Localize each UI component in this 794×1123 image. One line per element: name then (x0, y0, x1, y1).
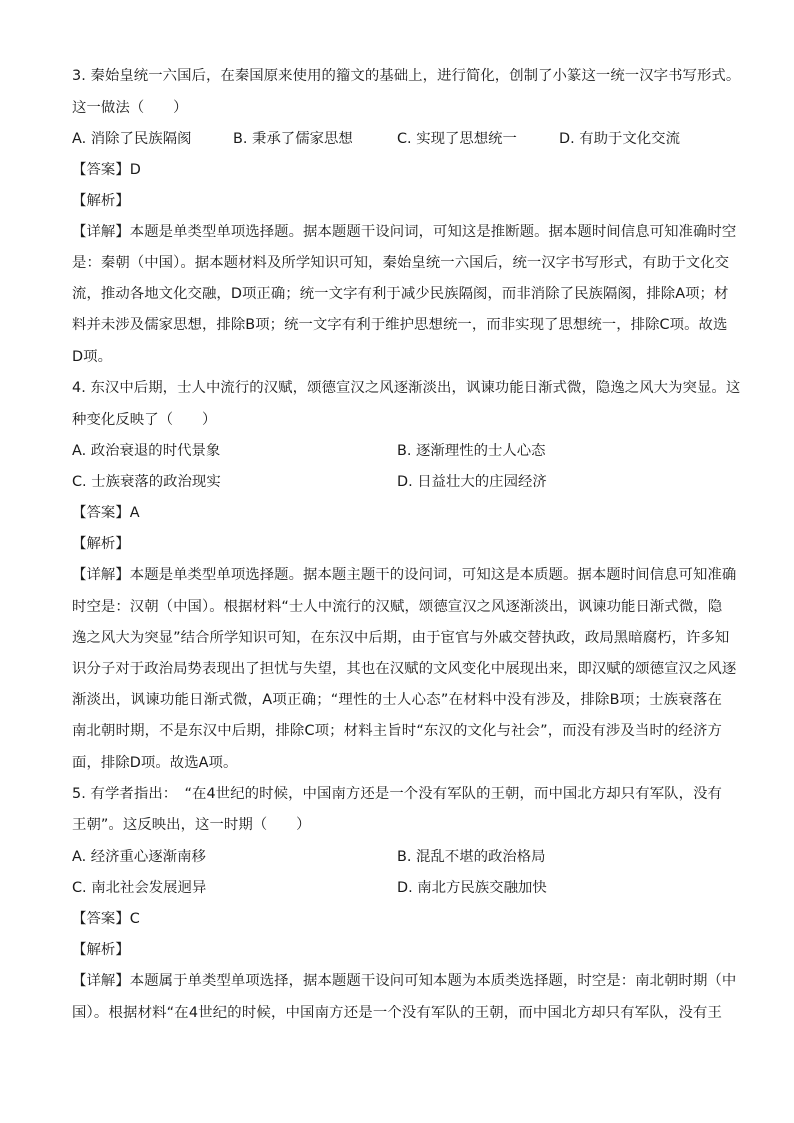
q3-option-b: B. 秉承了儒家思想 (233, 131, 353, 147)
q5-detail-line-2: 国）。根据材料“在4世纪的时候，中国南方还是一个没有军队的王朝，而中国北方却只有军队，没有王 (72, 1005, 722, 1021)
q5-option-d: D. 南北方民族交融加快 (397, 880, 547, 896)
q3-detail-line-4: 料并未涉及儒家思想，排除B项；统一文字有利于维护思想统一，而非实现了思想统一，排除C项。故选 (72, 317, 728, 333)
q3-detail-line-2: 是：秦朝（中国）。据本题材料及所学知识可知，秦始皇统一六国后，统一汉字书写形式，有助于文化交 (72, 255, 730, 271)
q3-option-c: C. 实现了思想统一 (397, 131, 517, 147)
q3-option-a: A. 消除了民族隔阂 (72, 131, 192, 147)
q3-detail-line-5: D项。 (72, 349, 113, 365)
q5-option-b: B. 混乱不堪的政治格局 (397, 849, 546, 865)
q3-answer: 【答案】D (72, 162, 141, 178)
q4-option-a: A. 政治衰退的时代景象 (72, 443, 221, 459)
q4-stem-line-2: 种变化反映了（ ） (72, 412, 217, 428)
q3-detail-line-3: 流，推动各地文化交融，D项正确；统一文字有利于减少民族隔阂，而非消除了民族隔阂，排除A项；材 (72, 286, 729, 302)
q4-option-c: C. 士族衰落的政治现实 (72, 474, 221, 490)
q4-detail-line-6: 南北朝时期，不是东汉中后期，排除C项；材料主旨时“东汉的文化与社会”，而没有涉及当时的经济方 (72, 723, 722, 739)
q4-detail-line-1: 【详解】本题是单类型单项选择题。据本题主题干的设问词，可知这是本质题。据本题时间信息可知准确 (72, 567, 737, 583)
q4-analysis-label: 【解析】 (72, 536, 130, 552)
q5-analysis-label: 【解析】 (72, 942, 130, 958)
q4-option-b: B. 逐渐理性的士人心态 (397, 443, 546, 459)
q5-option-c: C. 南北社会发展迥异 (72, 880, 207, 896)
q3-option-d: D. 有助于文化交流 (559, 131, 680, 147)
q5-stem-line-1: 5. 有学者指出： “在4世纪的时候，中国南方还是一个没有军队的王朝，而中国北方却只有军队，没有 (72, 786, 722, 802)
q4-option-d: D. 日益壮大的庄园经济 (397, 474, 547, 490)
q5-detail-line-1: 【详解】本题属于单类型单项选择，据本题题干设问可知本题为本质类选择题，时空是：南北朝时期（中 (72, 973, 737, 989)
q5-answer: 【答案】C (72, 911, 140, 927)
q4-detail-line-4: 识分子对于政治局势表现出了担忧与失望，其也在汉赋的文风变化中展现出来，即汉赋的颂德宣汉之风逐 (72, 661, 737, 677)
q4-answer: 【答案】A (72, 505, 140, 521)
q3-stem-line-1: 3. 秦始皇统一六国后，在秦国原来使用的籀文的基础上，进行简化，创制了小篆这一统一汉字书写形式。 (72, 68, 741, 84)
q3-stem-line-2: 这一做法（ ） (72, 100, 188, 116)
q5-option-a: A. 经济重心逐渐南移 (72, 849, 206, 865)
q4-detail-line-7: 面，排除D项。故选A项。 (72, 755, 238, 771)
q3-detail-line-1: 【详解】本题是单类型单项选择题。据本题题干设问词，可知这是推断题。据本题时间信息可知准确时空 (72, 224, 737, 240)
q4-detail-line-2: 时空是：汉朝（中国）。根据材料“士人中流行的汉赋，颂德宣汉之风逐渐淡出，讽谏功能日渐式微，隐 (72, 599, 723, 615)
q4-detail-line-5: 渐淡出，讽谏功能日渐式微，A项正确；“理性的士人心态”在材料中没有涉及，排除B项；士族衰落在 (72, 692, 722, 708)
q4-stem-line-1: 4. 东汉中后期，士人中流行的汉赋，颂德宣汉之风逐渐淡出，讽谏功能日渐式微，隐逸之风大为突显。这 (72, 380, 741, 396)
q5-stem-line-2: 王朝”。这反映出，这一时期（ ） (72, 817, 311, 833)
q3-analysis-label: 【解析】 (72, 193, 130, 209)
q4-detail-line-3: 逸之风大为突显”结合所学知识可知，在东汉中后期，由于宦官与外戚交替执政，政局黑暗腐朽，许多知 (72, 630, 730, 646)
